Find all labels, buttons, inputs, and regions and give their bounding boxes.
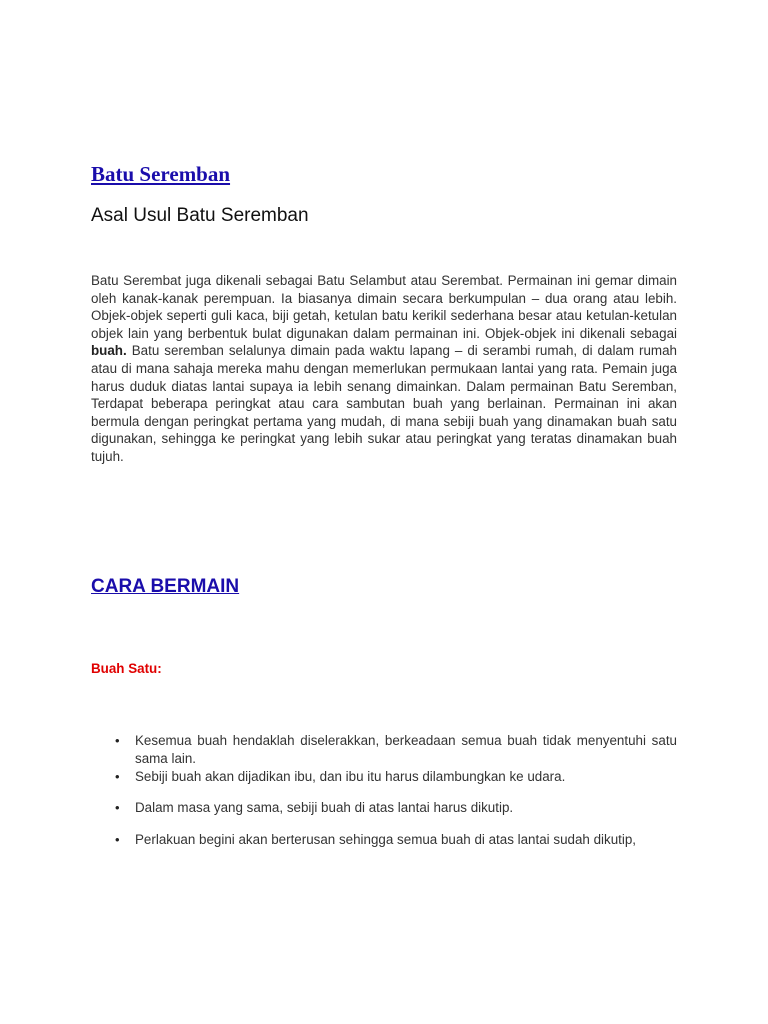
bullet-dot-icon: • bbox=[115, 769, 120, 784]
list-item-text: Dalam masa yang sama, sebiji buah di atas lantai harus dikutip. bbox=[135, 800, 514, 815]
list-item-text: Perlakuan begini akan berterusan sehingga semua buah di atas lantai sudah dikutip, bbox=[135, 832, 637, 847]
red-heading-buah-satu: Buah Satu: bbox=[91, 661, 162, 676]
paragraph-text-after-bold: Batu seremban selalunya dimain pada waktu lapang – di serambi rumah, di dalam rumah atau di mana sahaja mereka mahu dengan memerlukan permukaan lantai yang rata. Pemain juga harus duduk diatas lantai supaya ia lebih senang dimainkan. Dalam permainan Batu Seremban, Terdapat beberapa peringkat atau cara sambutan buah yang berlainan. Permainan ini akan bermula dengan peringkat pertama yang mudah, di mana sebiji buah yang dinamakan buah satu digunakan, sehingga ke peringkat yang lebih sukar atau peringkat yang teratas dinamakan buah tujuh. bbox=[91, 343, 677, 464]
list-item bbox=[91, 831, 677, 849]
bullet-dot-icon: • bbox=[115, 832, 120, 847]
bullet-dot-icon: • bbox=[115, 733, 120, 748]
list-item bbox=[91, 768, 677, 786]
list-item bbox=[91, 799, 677, 817]
title-link[interactable]: Batu Seremban bbox=[91, 162, 231, 186]
list-item-text: Kesemua buah hendaklah diselerakkan, berkeadaan semua buah tidak menyentuhi satu sama lain. bbox=[135, 733, 677, 766]
list-item-text: Sebiji buah akan dijadikan ibu, dan ibu itu harus dilambungkan ke udara. bbox=[135, 769, 566, 784]
bullet-dot-icon: • bbox=[115, 800, 120, 815]
paragraph-bold-term: buah. bbox=[91, 343, 127, 359]
subtitle-heading: Asal Usul Batu Seremban bbox=[91, 205, 309, 226]
list-item bbox=[91, 732, 677, 767]
section-link-cara-bermain[interactable]: CARA BERMAIN bbox=[91, 576, 240, 597]
intro-paragraph bbox=[91, 272, 677, 466]
paragraph-text-before-bold: Batu Serembat juga dikenali sebagai Batu Selambut atau Serembat. Permainan ini gemar dimain oleh kanak-kanak perempuan. Ia biasanya dimain secara berkumpulan – dua orang atau lebih. Objek-objek seperti guli kaca, biji getah, ketulan batu kerikil sederhana besar atau ketulan-ketulan objek lain yang berbentuk bulat digunakan dalam permainan ini. Objek-objek ini dikenali sebagai bbox=[91, 273, 677, 341]
